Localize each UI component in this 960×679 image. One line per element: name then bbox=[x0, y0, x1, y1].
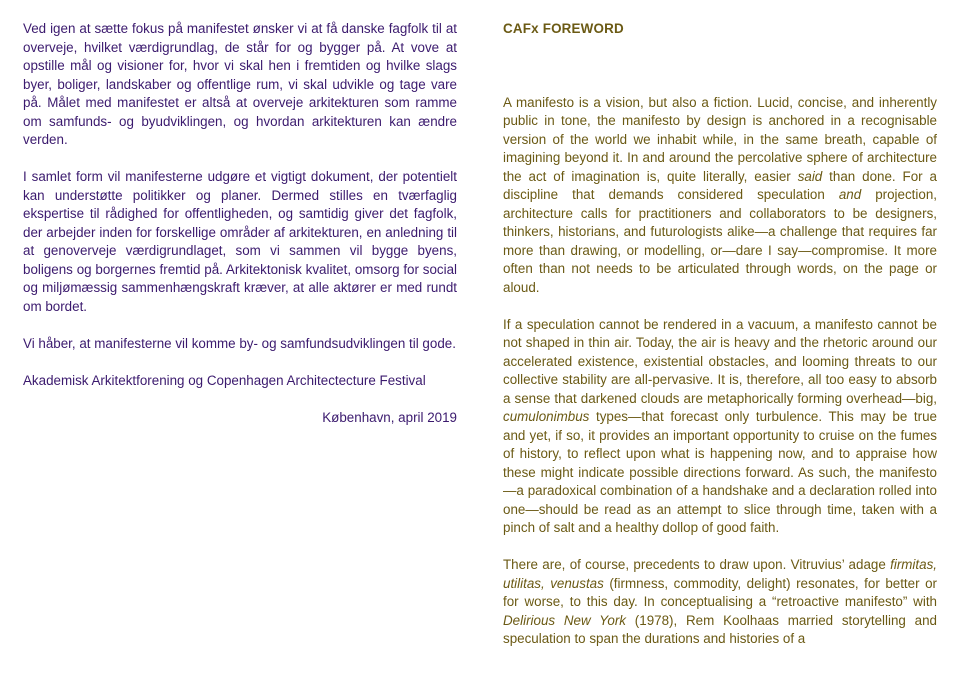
p1-text-a: A manifesto is a vision, but also a fiction. Lucid, concise, and inherently public in tone, the manifesto by design is anchored in a recognisable version of the world we inhabit while, in the same breath, capable of imagining beyond it. In and around the percolative sphere of architecture the act of imagination is, quite literally, easier bbox=[503, 94, 937, 184]
p3-text-a: There are, of course, precedents to draw upon. Vitruvius’ adage bbox=[503, 557, 891, 572]
intro-paragraph-3: Vi håber, at manifesterne vil komme by- og samfundsudviklingen til gode. bbox=[23, 335, 456, 351]
left-page-danish-intro bbox=[23, 20, 457, 427]
p3-text-c: (1978), Rem Koolhaas married storytelling and speculation to span the durations and histories of a bbox=[503, 612, 937, 646]
p3-emphasis-vitruvius-triad: firmitas, utilitas, venustas bbox=[503, 557, 937, 591]
foreword-paragraph-1 bbox=[503, 94, 937, 298]
foreword-heading: CAFx FOREWORD bbox=[503, 21, 624, 36]
p3-emphasis-delirious-new-york: Delirious New York bbox=[503, 612, 627, 628]
p2-emphasis-cumulonimbus: cumulonimbus bbox=[503, 409, 590, 424]
right-page-foreword bbox=[503, 20, 937, 667]
p1-text-b: than done. For a discipline that demands considered speculation bbox=[503, 168, 937, 202]
foreword-paragraph-2 bbox=[503, 316, 937, 538]
p1-emphasis-said: said bbox=[797, 168, 823, 184]
intro-paragraph-1: Ved igen at sætte fokus på manifestet ønsker vi at få danske fagfolk til at overveje, hvilket værdigrundlag, de står for og bygger på. At vove at opstille mål og visioner for, hvor vi skal hen i fremtiden og hvilke slags byer, boliger, landskaber og offentlige rum, vi skal udvikle og tage vare på. Målet med manifestet er altså at overveje arkitekturen som ramme om samfunds- og byudviklingen, og hvordan arkitekturen kan ændre verden. bbox=[23, 21, 457, 147]
signature-line: Akademisk Arkitektforening og Copenhagen Architectecture Festival bbox=[23, 372, 426, 388]
p2-text-a: If a speculation cannot be rendered in a vacuum, a manifesto cannot be not shaped in thin air. Today, the air is heavy and the rhetoric around our accelerated existence, existential obstacles, and looming threats to our collective stability are all-pervasive. It is, therefore, all too easy to absorb a sense that darkened clouds are metaphorically forming overhead—big, bbox=[503, 316, 937, 406]
p3-text-b: (firmness, commodity, delight) resonates, for better or for worse, to this day. In conceptualising a “retroactive manifesto” with bbox=[503, 575, 937, 609]
p1-emphasis-and: and bbox=[838, 187, 862, 202]
place-date: København, april 2019 bbox=[322, 409, 457, 425]
foreword-paragraph-3 bbox=[503, 556, 937, 649]
intro-paragraph-2: I samlet form vil manifesterne udgøre et vigtigt dokument, der potentielt kan understøtte politikker og planer. Dermed stilles en tværfaglig ekspertise til rådighed for offentligheden, og samtidig giver det fagfolk, der arbejder inden for forskellige områder af arkitekturen, en anledning til at genoverveje værdigrundlaget, som vi sammen vil bygge byens, boligens og borgernes fremtid på. Arkitektonisk kvalitet, omsorg for social og miljømæssig sammenhængskraft kræver, at alle aktører er med rundt om bordet. bbox=[23, 169, 457, 314]
p2-text-b: types—that forecast only turbulence. This may be true and yet, if so, it provides an important opportunity to cruise on the fumes of history, to reflect upon what is happening now, and to appraise how these might indicate possible directions forward. As such, the manifesto—a paradoxical combination of a handshake and a declaration rolled into one—should be read as an attempt to slice through time, taken with a pinch of salt and a healthy dollop of good faith. bbox=[503, 409, 937, 535]
p1-text-c: projection, architecture calls for practitioners and collaborators to be designers, thinkers, historians, and futurologists alike—a challenge that requires far more than drawing, or modelling, or—dare I say—compromise. It more often than not needs to be articulated through words, on the page or aloud. bbox=[503, 187, 937, 295]
